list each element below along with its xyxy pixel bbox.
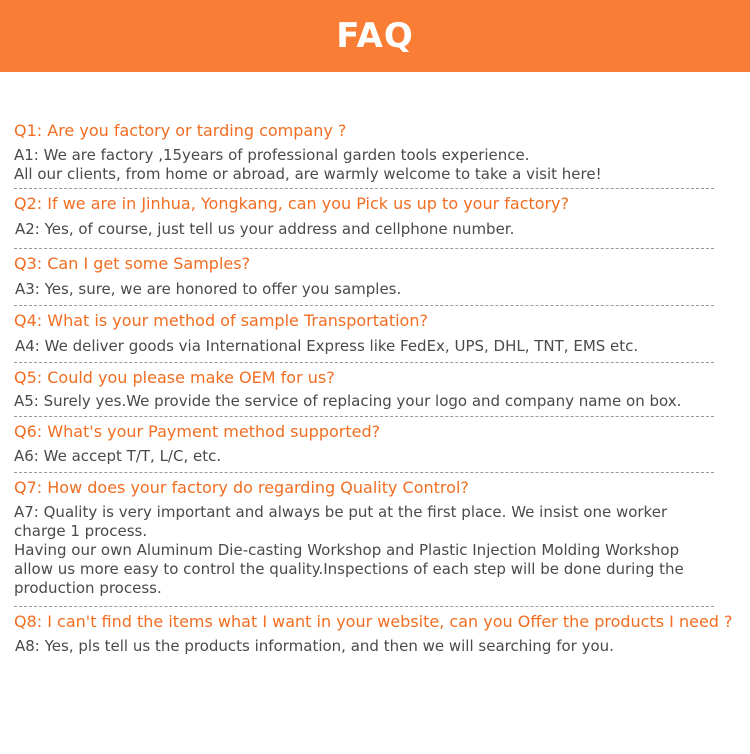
- divider: [14, 305, 714, 306]
- faq-question: Q7: How does your factory do regarding Quality Control?: [14, 478, 469, 497]
- faq-question: Q5: Could you please make OEM for us?: [14, 368, 335, 387]
- faq-item-3: [14, 253, 740, 306]
- faq-item-1: [14, 120, 740, 189]
- faq-answer: A1: We are factory ,15years of professional garden tools experience. All our clients, from home or abroad, are warmly welcome to take a visit here!: [14, 146, 602, 183]
- faq-question: Q2: If we are in Jinhua, Yongkang, can you Pick us up to your factory?: [14, 194, 570, 213]
- faq-answer: A7: Quality is very important and always be put at the first place. We insist one worker charge 1 process. Having our own Aluminum Die-casting Workshop and Plastic Injection Molding Workshop allow us more easy to control the quality.Inspections of each step will be done during the production process.: [14, 503, 684, 597]
- faq-item-5: [14, 367, 740, 417]
- faq-answer: A8: Yes, pls tell us the products information, and then we will searching for you.: [15, 637, 614, 655]
- faq-header-banner: [0, 0, 750, 72]
- faq-question: Q8: I can't find the items what I want in your website, can you Offer the products I need ?: [14, 612, 733, 631]
- divider: [14, 362, 714, 363]
- faq-question: Q6: What's your Payment method supported?: [14, 422, 381, 441]
- faq-item-7: [14, 477, 740, 607]
- divider: [14, 248, 714, 249]
- divider: [14, 416, 714, 417]
- page-title: FAQ: [336, 16, 414, 56]
- faq-question: Q1: Are you factory or tarding company ?: [14, 121, 347, 140]
- faq-item-8: [14, 611, 740, 656]
- faq-list: [14, 120, 740, 656]
- faq-answer: A4: We deliver goods via International Express like FedEx, UPS, DHL, TNT, EMS etc.: [15, 337, 639, 355]
- divider: [14, 188, 714, 189]
- faq-answer: A3: Yes, sure, we are honored to offer you samples.: [15, 280, 402, 298]
- faq-item-6: [14, 421, 740, 473]
- faq-answer: A5: Surely yes.We provide the service of replacing your logo and company name on box.: [14, 392, 682, 410]
- faq-question: Q4: What is your method of sample Transportation?: [14, 311, 428, 330]
- faq-answer: A2: Yes, of course, just tell us your address and cellphone number.: [15, 220, 515, 238]
- faq-answer: A6: We accept T/T, L/C, etc.: [14, 447, 222, 465]
- faq-question: Q3: Can I get some Samples?: [14, 254, 251, 273]
- divider: [14, 472, 714, 473]
- divider: [14, 606, 714, 607]
- faq-item-2: [14, 193, 740, 249]
- faq-item-4: [14, 310, 740, 363]
